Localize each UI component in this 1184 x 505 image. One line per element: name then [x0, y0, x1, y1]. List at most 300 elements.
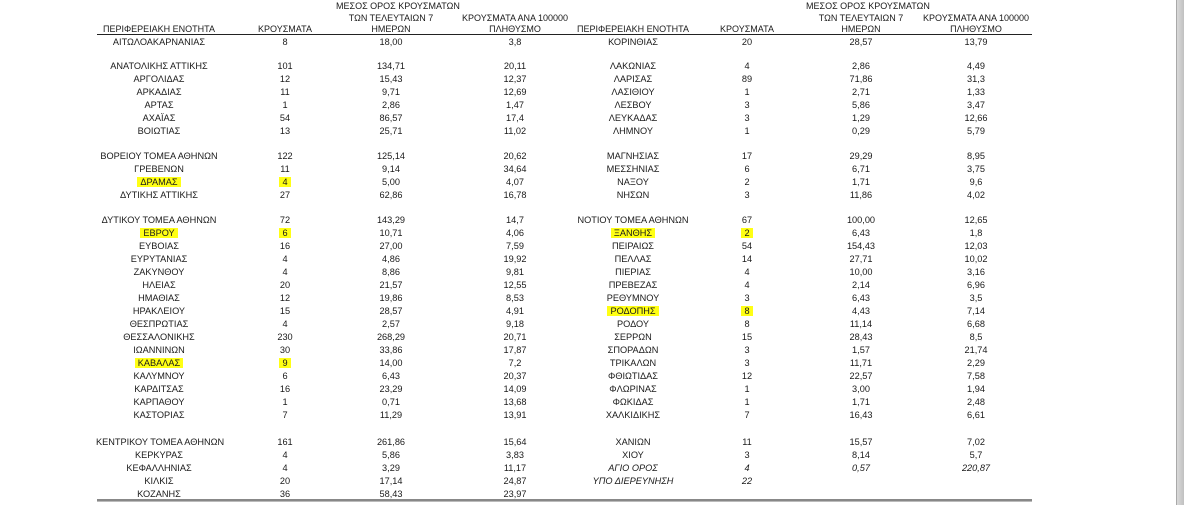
cell-avg [336, 397, 446, 408]
cell-cases [248, 241, 322, 252]
cell-cases-text: 4 [282, 463, 288, 473]
cell-per100k-text: 4,02 [967, 190, 985, 200]
cell-avg-text: 0,71 [382, 397, 400, 407]
cell-per100k [916, 215, 1036, 226]
cell-avg-text: 27,71 [849, 254, 873, 264]
cell-avg-text: 125,14 [376, 151, 406, 161]
cell-per100k [455, 215, 575, 226]
cell-name-text: ΚΑΛΥΜΝΟΥ [133, 371, 185, 381]
cell-name [570, 241, 696, 252]
cell-name-text: ΓΡΕΒΕΝΩΝ [134, 164, 184, 174]
cell-per100k [916, 74, 1036, 85]
cell-name [570, 319, 696, 330]
cell-name-text: ΗΡΑΚΛΕΙΟΥ [132, 306, 186, 316]
cell-per100k [916, 450, 1036, 461]
cell-avg [806, 332, 916, 343]
cell-per100k [455, 87, 575, 98]
cell-cases-text: 27 [279, 190, 291, 200]
right-header-avg-1: ΜΕΣΟΣ ΟΡΟΣ ΚΡΟΥΣΜΑΤΩΝ [806, 1, 930, 11]
cell-cases-text: 1 [744, 126, 750, 136]
cell-per100k-text: 9,18 [506, 319, 524, 329]
cell-cases-text: 7 [282, 410, 288, 420]
cell-avg [336, 450, 446, 461]
cell-cases-text: 4 [744, 463, 750, 473]
cell-avg-text: 14,00 [379, 358, 403, 368]
cell-name [96, 177, 222, 188]
cell-cases-text: 2 [741, 228, 752, 238]
cell-cases [248, 437, 322, 448]
cell-cases [248, 293, 322, 304]
cell-cases [708, 228, 786, 239]
cell-per100k-text: 13,68 [503, 397, 527, 407]
cell-avg [336, 437, 446, 448]
cell-avg-text: 23,29 [379, 384, 403, 394]
cell-cases-text: 4 [282, 450, 288, 460]
cell-cases [248, 358, 322, 369]
cell-avg [336, 61, 446, 72]
cell-cases [708, 61, 786, 72]
cell-cases [708, 450, 786, 461]
cell-name-text: ΡΟΔΟΠΗΣ [607, 306, 658, 316]
cell-per100k-text: 8,95 [967, 151, 985, 161]
cell-cases-text: 16 [279, 241, 291, 251]
cell-per100k [455, 100, 575, 111]
cell-cases [708, 358, 786, 369]
cell-name-text: ΚΟΡΙΝΘΙΑΣ [608, 37, 658, 47]
cell-cases [708, 190, 786, 201]
cell-avg-text: 143,29 [376, 215, 406, 225]
cell-cases-text: 3 [744, 293, 750, 303]
cell-cases [248, 164, 322, 175]
cell-name [96, 280, 222, 291]
cell-avg-text: 6,43 [852, 293, 870, 303]
cell-avg [806, 100, 916, 111]
cell-per100k-text: 34,64 [503, 164, 527, 174]
cell-per100k-text: 7,14 [967, 306, 985, 316]
left-header-rule [97, 34, 575, 35]
cell-per100k [455, 463, 575, 474]
cell-per100k-text: 13,79 [964, 37, 988, 47]
cell-name-text: ΠΕΙΡΑΙΩΣ [612, 241, 654, 251]
cell-per100k [455, 254, 575, 265]
right-header-rule [575, 34, 1032, 35]
cell-name-text: ΑΧΑΪΑΣ [142, 113, 176, 123]
cell-cases-text: 54 [741, 241, 753, 251]
cell-avg-text: 21,57 [379, 280, 403, 290]
cell-cases-text: 6 [279, 228, 290, 238]
cell-per100k [916, 358, 1036, 369]
cell-per100k-text: 11,17 [503, 463, 527, 473]
cell-per100k-text: 13,91 [503, 410, 527, 420]
cell-avg [336, 215, 446, 226]
cell-cases-text: 4 [744, 267, 750, 277]
cell-per100k-text: 3,75 [967, 164, 985, 174]
cell-name-text: ΕΒΡΟΥ [140, 228, 177, 238]
cell-per100k [916, 113, 1036, 124]
cell-cases-text: 16 [279, 384, 291, 394]
cell-name-text: ΛΗΜΝΟΥ [612, 126, 654, 136]
cell-per100k-text: 20,11 [503, 61, 527, 71]
cell-cases [708, 280, 786, 291]
cell-name [570, 267, 696, 278]
cell-per100k-text: 21,74 [964, 345, 988, 355]
cell-cases [248, 280, 322, 291]
cell-per100k-text: 3,16 [967, 267, 985, 277]
cell-name [96, 463, 222, 474]
cell-per100k-text: 4,91 [506, 306, 524, 316]
cell-name-text: ΠΡΕΒΕΖΑΣ [608, 280, 658, 290]
cell-per100k-text: 220,87 [961, 463, 991, 473]
cell-name-text: ΒΟΡΕΙΟΥ ΤΟΜΕΑ ΑΘΗΝΩΝ [100, 151, 218, 161]
cell-name-text: ΚΕΝΤΡΙΚΟΥ ΤΟΜΕΑ ΑΘΗΝΩΝ [96, 437, 225, 447]
cell-avg [806, 345, 916, 356]
cell-name [96, 164, 222, 175]
cell-per100k-text: 9,6 [969, 177, 983, 187]
cell-per100k [916, 164, 1036, 175]
cell-cases [708, 371, 786, 382]
cell-cases [708, 151, 786, 162]
cell-name-text: ΥΠΟ ΔΙΕΡΕΥΝΗΣΗ [592, 476, 674, 486]
cell-per100k [455, 126, 575, 137]
cell-cases-text: 8 [741, 306, 752, 316]
cell-cases-text: 13 [279, 126, 291, 136]
cell-cases-text: 72 [279, 215, 291, 225]
cell-cases [248, 267, 322, 278]
cell-avg [806, 358, 916, 369]
cell-avg-text: 2,86 [382, 100, 400, 110]
cell-per100k [916, 280, 1036, 291]
cell-per100k [916, 228, 1036, 239]
cell-cases-text: 89 [741, 74, 753, 84]
cell-name [96, 190, 222, 201]
cell-name [570, 74, 696, 85]
cell-cases-text: 122 [277, 151, 293, 161]
cell-per100k-text: 7,59 [506, 241, 524, 251]
cell-avg [336, 37, 446, 48]
cell-avg [336, 280, 446, 291]
cell-name-text: ΘΕΣΣΑΛΟΝΙΚΗΣ [123, 332, 195, 342]
cell-avg [336, 228, 446, 239]
cell-cases-text: 30 [279, 345, 291, 355]
cell-avg-text: 11,29 [379, 410, 403, 420]
cell-name [570, 345, 696, 356]
cell-cases-text: 20 [741, 37, 753, 47]
cell-avg-text: 2,57 [382, 319, 400, 329]
cell-cases [708, 463, 786, 474]
cell-name [96, 87, 222, 98]
cell-avg [336, 332, 446, 343]
cell-avg-text: 11,86 [849, 190, 873, 200]
cell-name-text: ΙΩΑΝΝΙΝΩΝ [133, 345, 185, 355]
cell-avg [806, 254, 916, 265]
cell-avg [336, 190, 446, 201]
cell-avg [806, 463, 916, 474]
cell-cases [708, 241, 786, 252]
cell-per100k [916, 126, 1036, 137]
cell-cases [708, 74, 786, 85]
cell-name-text: ΧΙΟΥ [622, 450, 644, 460]
cell-avg-text: 1,71 [852, 397, 870, 407]
cell-name [96, 345, 222, 356]
cell-name [96, 100, 222, 111]
cell-avg [336, 345, 446, 356]
cell-cases-text: 20 [279, 280, 291, 290]
right-header-region: ΠΕΡΙΦΕΡΕΙΑΚΗ ΕΝΟΤΗΤΑ [576, 24, 690, 34]
cell-cases [248, 100, 322, 111]
cell-avg-text: 6,43 [852, 228, 870, 238]
cell-name [570, 87, 696, 98]
cell-avg [806, 280, 916, 291]
cell-per100k [916, 267, 1036, 278]
cell-per100k [455, 280, 575, 291]
cell-avg [336, 241, 446, 252]
cell-avg-text: 2,71 [852, 87, 870, 97]
bottom-rule [97, 499, 1032, 502]
cell-name [570, 476, 696, 487]
cell-per100k [916, 293, 1036, 304]
right-header-avg-3: ΗΜΕΡΩΝ [841, 24, 881, 34]
left-header-per100k-1: ΚΡΟΥΣΜΑΤΑ ΑΝΑ 100000 [462, 12, 568, 23]
cell-cases [708, 476, 786, 487]
cell-name [96, 151, 222, 162]
cell-name [570, 280, 696, 291]
cell-avg [336, 113, 446, 124]
cell-name [570, 397, 696, 408]
cell-avg-text: 9,14 [382, 164, 400, 174]
left-header-avg-3: ΗΜΕΡΩΝ [371, 24, 411, 34]
cell-name [570, 37, 696, 48]
cell-per100k [916, 410, 1036, 421]
cell-avg-text: 1,71 [852, 177, 870, 187]
left-header-cases: ΚΡΟΥΣΜΑΤΑ [258, 24, 312, 34]
cell-cases-text: 4 [282, 319, 288, 329]
cell-per100k [455, 164, 575, 175]
cell-name [96, 74, 222, 85]
cell-avg [806, 228, 916, 239]
cell-name [570, 254, 696, 265]
cell-name [570, 177, 696, 188]
left-header-avg-1: ΜΕΣΟΣ ΟΡΟΣ ΚΡΟΥΣΜΑΤΩΝ [336, 1, 460, 11]
cell-cases [248, 306, 322, 317]
cell-per100k-text: 17,87 [503, 345, 527, 355]
cell-name [96, 371, 222, 382]
cell-name-text: ΑΡΓΟΛΙΔΑΣ [133, 74, 185, 84]
cell-avg-text: 3,29 [382, 463, 400, 473]
cell-per100k [455, 61, 575, 72]
cell-avg [336, 476, 446, 487]
cell-avg-text: 27,00 [379, 241, 403, 251]
cell-per100k-text: 3,5 [969, 293, 983, 303]
cell-per100k-text: 1,8 [969, 228, 983, 238]
cell-cases [708, 345, 786, 356]
cell-cases-text: 12 [741, 371, 753, 381]
cell-name-text: ΗΜΑΘΙΑΣ [138, 293, 180, 303]
cell-name-text: ΝΗΣΩΝ [616, 190, 650, 200]
cell-name [96, 358, 222, 369]
cell-name-text: ΜΕΣΣΗΝΙΑΣ [606, 164, 660, 174]
cell-avg [806, 87, 916, 98]
cell-cases [248, 397, 322, 408]
cell-avg-text: 1,29 [852, 113, 870, 123]
cell-cases [708, 177, 786, 188]
cell-cases-text: 12 [279, 293, 291, 303]
cell-name-text: ΛΕΣΒΟΥ [614, 100, 652, 110]
cell-per100k-text: 15,64 [503, 437, 527, 447]
cell-per100k-text: 2,29 [967, 358, 985, 368]
cell-name-text: ΧΑΝΙΩΝ [615, 437, 651, 447]
cell-per100k-text: 17,4 [506, 113, 524, 123]
cell-name-text: ΚΑΒΑΛΑΣ [135, 358, 183, 368]
cell-per100k-text: 20,62 [503, 151, 527, 161]
cell-avg-text: 268,29 [376, 332, 406, 342]
cell-name-text: ΒΟΙΩΤΙΑΣ [137, 126, 181, 136]
cell-name [96, 254, 222, 265]
cell-per100k [916, 384, 1036, 395]
cell-cases [708, 293, 786, 304]
cell-per100k [455, 410, 575, 421]
cell-per100k-text: 12,37 [503, 74, 527, 84]
cell-per100k-text: 12,69 [503, 87, 527, 97]
cell-per100k [455, 74, 575, 85]
cell-per100k [455, 345, 575, 356]
cell-name-text: ΛΑΣΙΘΙΟΥ [611, 87, 655, 97]
cell-cases [708, 306, 786, 317]
cell-per100k-text: 8,5 [969, 332, 983, 342]
cell-avg [806, 397, 916, 408]
cell-per100k [916, 437, 1036, 448]
cell-name-text: ΠΙΕΡΙΑΣ [615, 267, 651, 277]
cell-avg-text: 3,00 [852, 384, 870, 394]
cell-name [96, 241, 222, 252]
cell-avg-text: 25,71 [379, 126, 403, 136]
cell-name-text: ΕΥΒΟΙΑΣ [139, 241, 179, 251]
cell-name [96, 293, 222, 304]
cell-per100k [455, 371, 575, 382]
cell-cases-text: 8 [744, 319, 750, 329]
cell-name-text: ΡΟΔΟΥ [616, 319, 649, 329]
cell-avg [336, 410, 446, 421]
cell-name-text: ΣΠΟΡΑΔΩΝ [607, 345, 659, 355]
cell-name [96, 215, 222, 226]
cell-avg-text: 8,86 [382, 267, 400, 277]
window-right-edge [1176, 0, 1184, 505]
cell-per100k-text: 7,58 [967, 371, 985, 381]
cell-cases-text: 4 [279, 177, 290, 187]
cell-cases-text: 4 [744, 280, 750, 290]
cell-cases [248, 87, 322, 98]
cell-per100k-text: 6,96 [967, 280, 985, 290]
cell-cases [248, 228, 322, 239]
cell-name-text: ΞΑΝΘΗΣ [611, 228, 655, 238]
cell-cases-text: 22 [741, 476, 753, 486]
cell-name [96, 332, 222, 343]
cell-name [96, 319, 222, 330]
cell-per100k-text: 3,83 [506, 450, 524, 460]
cell-avg [806, 151, 916, 162]
cell-name [96, 397, 222, 408]
right-header-per100k-2: ΠΛΗΘΥΣΜΟ [950, 24, 1002, 34]
cell-cases-text: 3 [744, 100, 750, 110]
cell-cases [248, 61, 322, 72]
cell-name-text: ΗΛΕΙΑΣ [142, 280, 176, 290]
cell-cases [708, 100, 786, 111]
cell-name [96, 37, 222, 48]
cell-cases-text: 54 [279, 113, 291, 123]
cell-avg-text: 261,86 [376, 437, 406, 447]
cell-cases [708, 126, 786, 137]
cell-cases-text: 3 [744, 113, 750, 123]
cell-cases [248, 177, 322, 188]
cell-name-text: ΑΡΤΑΣ [144, 100, 174, 110]
cell-avg [806, 164, 916, 175]
cell-cases-text: 1 [744, 384, 750, 394]
cell-avg-text: 6,43 [382, 371, 400, 381]
cell-name [570, 410, 696, 421]
cell-avg [336, 306, 446, 317]
cell-name-text: ΔΡΑΜΑΣ [137, 177, 180, 187]
cell-per100k-text: 5,79 [967, 126, 985, 136]
cell-avg [806, 190, 916, 201]
cell-avg-text: 0,29 [852, 126, 870, 136]
cell-avg [806, 177, 916, 188]
cell-per100k-text: 7,02 [967, 437, 985, 447]
cell-name [570, 215, 696, 226]
cell-name-text: ΦΩΚΙΔΑΣ [612, 397, 654, 407]
cell-avg-text: 4,86 [382, 254, 400, 264]
cell-name-text: ΚΙΛΚΙΣ [144, 476, 174, 486]
cell-avg-text: 28,43 [849, 332, 873, 342]
cell-per100k [455, 384, 575, 395]
cell-name-text: ΧΑΛΚΙΔΙΚΗΣ [605, 410, 661, 420]
cell-name [570, 358, 696, 369]
right-header-cases: ΚΡΟΥΣΜΑΤΑ [720, 24, 774, 34]
cell-cases-text: 6 [744, 164, 750, 174]
cell-name [570, 293, 696, 304]
cell-name-text: ΝΟΤΙΟΥ ΤΟΜΕΑ ΑΘΗΝΩΝ [577, 215, 689, 225]
cell-cases [708, 37, 786, 48]
cell-avg [336, 151, 446, 162]
cell-per100k [455, 151, 575, 162]
cell-avg-text: 15,57 [849, 437, 873, 447]
left-header-per100k-2: ΠΛΗΘΥΣΜΟ [489, 24, 541, 34]
cell-name [570, 306, 696, 317]
cell-avg-text: 100,00 [846, 215, 876, 225]
cell-per100k-text: 12,65 [964, 215, 988, 225]
cell-cases [708, 319, 786, 330]
cell-cases-text: 11 [742, 437, 752, 447]
cell-avg-text: 5,86 [852, 100, 870, 110]
cell-name-text: ΡΕΘΥΜΝΟΥ [606, 293, 660, 303]
cell-per100k [916, 332, 1036, 343]
cell-cases-text: 67 [741, 215, 753, 225]
cell-avg [336, 463, 446, 474]
cell-per100k-text: 24,87 [503, 476, 527, 486]
cell-cases-text: 7 [744, 410, 750, 420]
cell-avg [806, 306, 916, 317]
cell-per100k [455, 319, 575, 330]
cell-name [570, 371, 696, 382]
cell-cases [708, 267, 786, 278]
cell-per100k-text: 12,66 [964, 113, 988, 123]
cell-per100k-text: 11,02 [503, 126, 527, 136]
cell-avg-text: 28,57 [849, 37, 873, 47]
cell-cases [248, 450, 322, 461]
cell-cases-text: 14 [741, 254, 753, 264]
cell-avg-text: 5,00 [382, 177, 400, 187]
cell-cases [248, 126, 322, 137]
cell-avg [336, 87, 446, 98]
cell-avg-text: 2,86 [852, 61, 870, 71]
